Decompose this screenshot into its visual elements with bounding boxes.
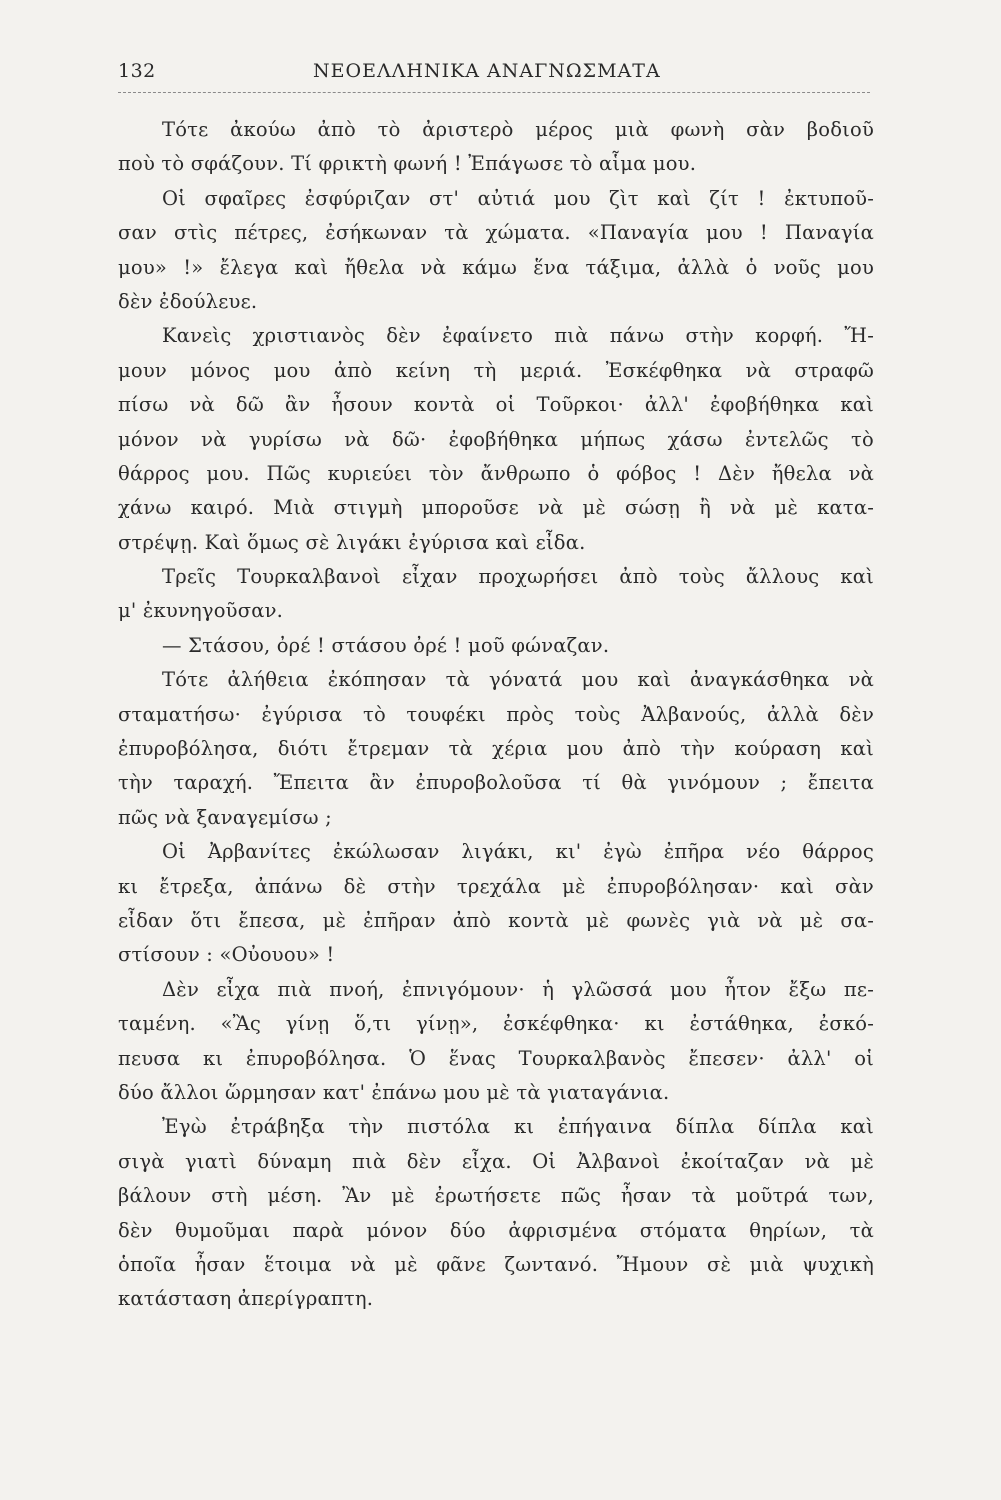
- text-line: Οἱ Ἀρβανίτες ἐκώλωσαν λιγάκι, κι' ἐγὼ ἐπῆρα νέο θάρρος: [162, 840, 874, 864]
- paragraph: [118, 1110, 874, 1316]
- running-title: ΝΕΟΕΛΛΗΝΙΚΑ ΑΝΑΓΝΩΣΜΑΤΑ: [313, 60, 661, 82]
- text-line: στίσουν : «Οὐουου» !: [118, 943, 335, 967]
- text-line: θάρρος μου. Πῶς κυριεύει τὸν ἄνθρωπο ὁ φόβος ! Δὲν ἤθελα νὰ: [118, 461, 874, 485]
- text-line: στρέψῃ. Καὶ ὅμως σὲ λιγάκι ἐγύρισα καὶ εἶδα.: [118, 530, 586, 554]
- text-line: σιγὰ γιατὶ δύναμη πιὰ δὲν εἶχα. Οἱ Ἀλβανοὶ ἐκοίταζαν νὰ μὲ: [118, 1149, 874, 1173]
- text-line: πίσω νὰ δῶ ἂν ἦσουν κοντὰ οἱ Τοῦρκοι· ἀλλ' ἐφοβήθηκα καὶ: [118, 393, 874, 417]
- text-line: Δὲν εἶχα πιὰ πνοή, ἐπνιγόμουν· ἡ γλῶσσά μου ἦτον ἔξω πε-: [162, 977, 874, 1001]
- paragraph: [118, 973, 874, 1111]
- paragraph: [118, 182, 874, 320]
- text-line: Κανεὶς χριστιανὸς δὲν ἐφαίνετο πιὰ πάνω στὴν κορφή. Ἤ-: [162, 324, 874, 348]
- paragraph: [118, 319, 874, 560]
- text-line: κι ἔτρεξα, ἀπάνω δὲ στὴν τρεχάλα μὲ ἐπυροβόλησαν· καὶ σὰν: [118, 874, 874, 898]
- text-line: μου» !» ἔλεγα καὶ ἤθελα νὰ κάμω ἕνα τάξιμα, ἀλλὰ ὁ νοῦς μου: [118, 255, 874, 279]
- text-line: ποὺ τὸ σφάζουν. Τί φρικτὴ φωνή ! Ἐπάγωσε τὸ αἷμα μου.: [118, 152, 697, 176]
- body-text: [118, 113, 874, 1317]
- paragraph: [118, 560, 874, 629]
- page-number: 132: [118, 60, 156, 82]
- text-line: τὴν ταραχή. Ἔπειτα ἂν ἐπυροβολοῦσα τί θὰ γινόμουν ; ἔπειτα: [118, 771, 874, 795]
- paragraph: [118, 835, 874, 973]
- text-line: Τρεῖς Τουρκαλβανοὶ εἶχαν προχωρήσει ἀπὸ τοὺς ἄλλους καὶ: [162, 565, 874, 589]
- text-line: κατάσταση ἀπερίγραπτη.: [118, 1287, 374, 1311]
- text-line: — Στάσου, ὀρέ ! στάσου ὀρέ ! μοῦ φώναζαν.: [162, 633, 610, 657]
- text-line: δὲν θυμοῦμαι παρὰ μόνον δύο ἀφρισμένα στόματα θηρίων, τὰ: [118, 1218, 874, 1242]
- text-line: μόνον νὰ γυρίσω νὰ δῶ· ἐφοβήθηκα μήπως χάσω ἐντελῶς τὸ: [118, 427, 874, 451]
- text-line: χάνω καιρό. Μιὰ στιγμὴ μποροῦσε νὰ μὲ σώσῃ ἢ νὰ μὲ κατα-: [118, 496, 874, 520]
- text-line: πῶς νὰ ξαναγεμίσω ;: [118, 805, 332, 829]
- text-line: ἐπυροβόλησα, διότι ἔτρεμαν τὰ χέρια μου ἀπὸ τὴν κούραση καὶ: [118, 737, 874, 761]
- text-line: σταματήσω· ἐγύρισα τὸ τουφέκι πρὸς τοὺς Ἀλβανούς, ἀλλὰ δὲν: [118, 702, 874, 726]
- paragraph: [118, 113, 874, 182]
- text-line: Τότε ἀλήθεια ἐκόπησαν τὰ γόνατά μου καὶ ἀναγκάσθηκα νὰ: [162, 668, 874, 692]
- text-line: σαν στὶς πέτρες, ἐσήκωναν τὰ χώματα. «Παναγία μου ! Παναγία: [118, 221, 874, 245]
- text-line: μ' ἐκυνηγοῦσαν.: [118, 599, 284, 623]
- text-line: δύο ἄλλοι ὥρμησαν κατ' ἐπάνω μου μὲ τὰ γιαταγάνια.: [118, 1080, 670, 1104]
- text-line: δὲν ἐδούλευε.: [118, 289, 258, 313]
- text-line: Οἱ σφαῖρες ἐσφύριζαν στ' αὐτιά μου ζὶτ καὶ ζίτ ! ἐκτυποῦ-: [162, 186, 874, 210]
- paragraph: [118, 629, 874, 663]
- text-line: πευσα κι ἐπυροβόλησα. Ὁ ἕνας Τουρκαλβανὸς ἔπεσεν· ἀλλ' οἱ: [118, 1046, 874, 1070]
- text-line: μουν μόνος μου ἀπὸ κείνη τὴ μεριά. Ἐσκέφθηκα νὰ στραφῶ: [118, 358, 874, 382]
- paragraph: [118, 663, 874, 835]
- text-line: εἶδαν ὅτι ἔπεσα, μὲ ἐπῆραν ἀπὸ κοντὰ μὲ φωνὲς γιὰ νὰ μὲ σα-: [118, 908, 874, 932]
- text-line: βάλουν στὴ μέση. Ἂν μὲ ἐρωτήσετε πῶς ἦσαν τὰ μοῦτρά των,: [118, 1184, 874, 1208]
- text-line: ὁποῖα ἦσαν ἕτοιμα νὰ μὲ φᾶνε ζωντανό. Ἤμουν σὲ μιὰ ψυχικὴ: [118, 1252, 874, 1276]
- page-header: [118, 60, 870, 90]
- text-line: Ἐγὼ ἐτράβηξα τὴν πιστόλα κι ἐπήγαινα δίπλα δίπλα καὶ: [162, 1115, 874, 1139]
- text-line: Τότε ἀκούω ἀπὸ τὸ ἀριστερὸ μέρος μιὰ φωνὴ σὰν βοδιοῦ: [162, 118, 874, 141]
- header-divider: [118, 92, 870, 93]
- text-line: ταμένη. «Ἂς γίνῃ ὅ,τι γίνῃ», ἐσκέφθηκα· κι ἐστάθηκα, ἐσκό-: [118, 1012, 874, 1036]
